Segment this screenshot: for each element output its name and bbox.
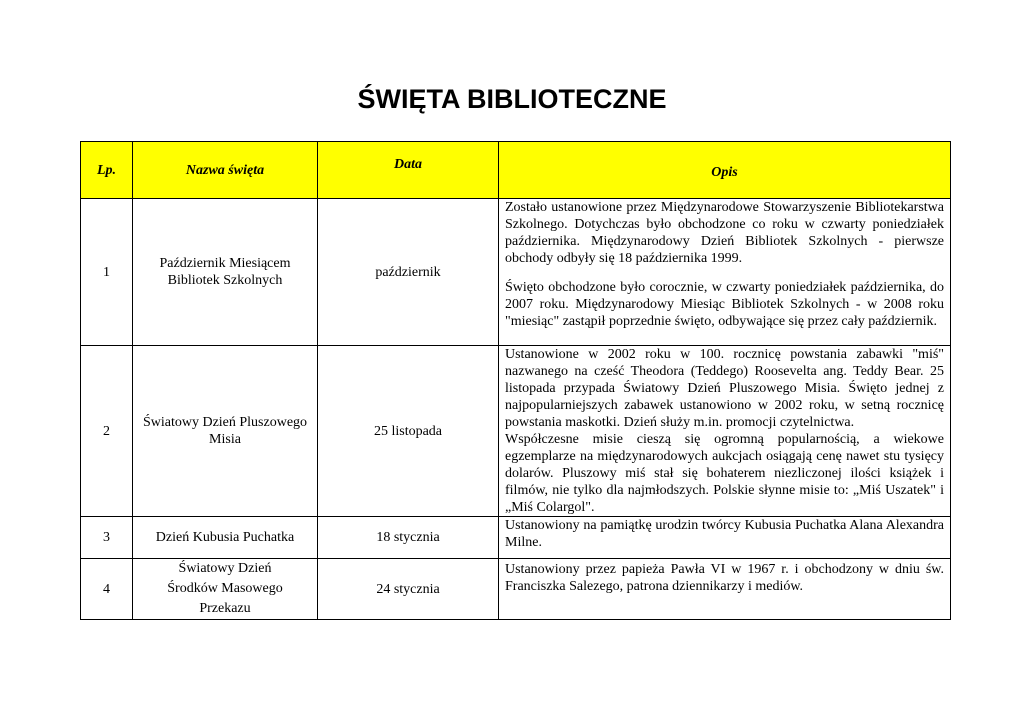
holiday-date: 24 stycznia [318,559,499,620]
header-lp: Lp. [81,142,133,199]
holiday-name: Dzień Kubusia Puchatka [133,517,318,559]
description-paragraph: Ustanowiony przez papieża Pawła VI w 1967 r. i obchodzony w dniu św. Franciszka Salezego, patrona dziennikarzy i mediów. [505,562,944,594]
table-row [81,517,951,559]
table-row [81,559,951,620]
table-row [81,199,951,346]
holiday-date: 18 stycznia [318,517,499,559]
holiday-description [499,559,951,620]
row-number: 1 [81,199,133,346]
header-name: Nazwa święta [133,142,318,199]
description-paragraph: Zostało ustanowione przez Międzynarodowe Stowarzyszenie Bibliotekarstwa Szkolnego. Dotychczas było obchodzone co roku w czwarty poniedziałek października. Międzynarodowy Dzień Bibliotek Szkolnych - pierwsze obchody odbyły się 18 października 1999. [505,200,944,266]
holiday-name-line: Przekazu [199,601,251,616]
holiday-name [133,559,318,620]
holiday-description [499,517,951,559]
holidays-table [80,141,951,620]
holiday-description [499,346,951,517]
row-number: 3 [81,517,133,559]
row-number: 4 [81,559,133,620]
table-header-row [81,142,951,199]
header-date: Data [318,142,499,199]
header-desc: Opis [499,142,951,199]
holiday-description [499,199,951,346]
description-paragraph: Ustanowione w 2002 roku w 100. rocznicę powstania zabawki "miś" nazwanego na cześć Theodora (Teddego) Roosevelta ang. Teddy Bear. 25 listopada przypada Światowy Dzień Pluszowego Misia. Święto jednej z najpopularniejszych zabawek ustanowiono w 2002 roku, w setną rocznicę powstania maskotki. Dzień służy m.in. promocji czytelnictwa. [505,347,944,430]
row-number: 2 [81,346,133,517]
page-title: ŚWIĘTA BIBLIOTECZNE [357,84,667,114]
description-paragraph: Współczesne misie cieszą się ogromną popularnością, a wiekowe egzemplarze na międzynarodowych aukcjach osiągają cenę nawet stu tysięcy dolarów. Pluszowy miś stał się bohaterem niezliczonej ilości książek i filmów, nie tylko dla najmłodszych. Polskie słynne misie to: „Miś Uszatek" i „Miś Colargol". [505,432,944,515]
description-paragraph: Ustanowiony na pamiątkę urodzin twórcy Kubusia Puchatka Alana Alexandra Milne. [505,518,944,550]
holiday-date: 25 listopada [318,346,499,517]
holiday-name: Światowy Dzień Pluszowego Misia [133,346,318,517]
holiday-name: Październik Miesiącem Bibliotek Szkolnych [133,199,318,346]
holiday-name-line: Światowy Dzień [178,561,272,576]
table-row [81,346,951,517]
description-paragraph: Święto obchodzone było corocznie, w czwarty poniedziałek października, do 2007 roku. Międzynarodowy Miesiąc Bibliotek Szkolnych - w 2008 roku "miesiąc" zastąpił poprzednie święto, odbywające się przez cały październik. [505,280,944,329]
holiday-date: październik [318,199,499,346]
holiday-name-line: Środków Masowego [167,581,283,596]
